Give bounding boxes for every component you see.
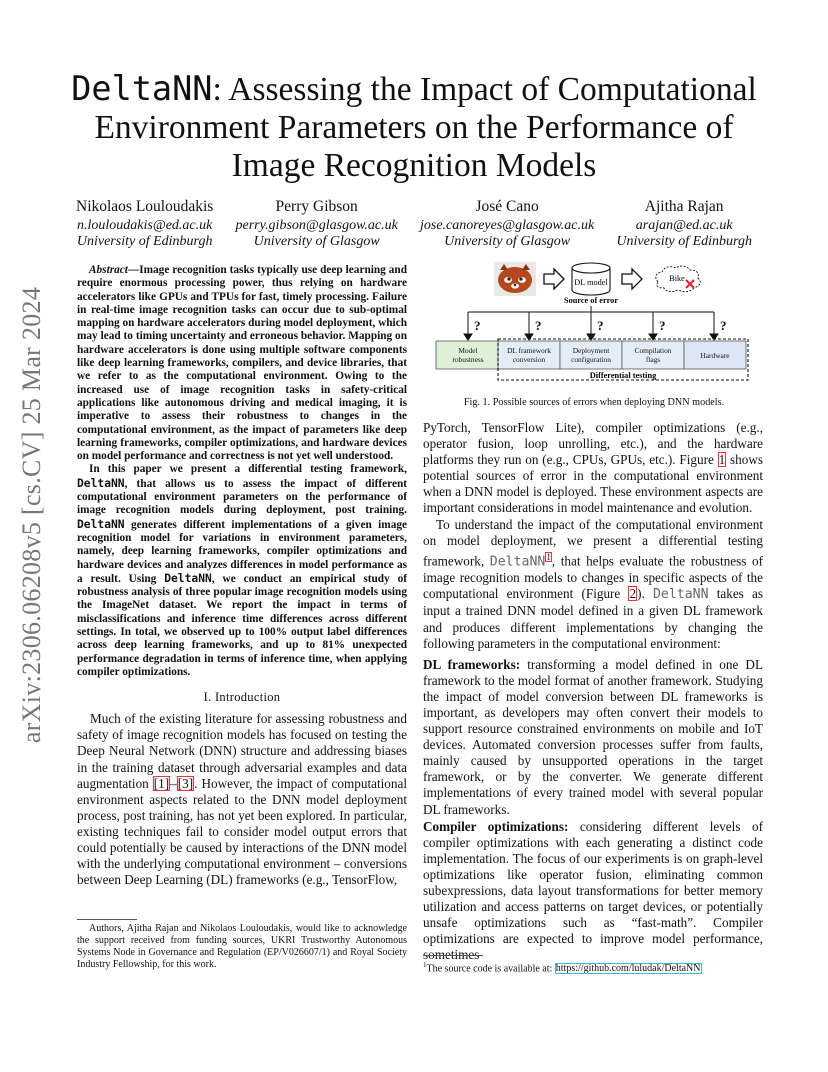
abstract-paragraph-2: In this paper we present a differential testing framework, DeltaNN, that allows us to assess the impact of different computational environment parameters on the performance of image recognition models during deployment, post training. DeltaNN generates different implementations of a given image recognition model for variations in environment parameters, namely, deep learning frameworks, compiler optimizations and hardware devices and analyzes differences in model performance as a result. Using DeltaNN, we conduct an empirical study of robustness analysis of three popular image recognition models using the ImageNet dataset. We report the impact in terms of misclassifications and inference time differences across different settings. In total, we observed up to 100% output label differences across deep learning frameworks, and up to 81% unexpected performance degradation in terms of inference time, when applying compiler optimizations.: [77, 463, 407, 678]
arrow-right-icon: [544, 269, 564, 289]
abstract-paragraph-1: —Image recognition tasks typically use deep learning and require enormous processing power, thus relying on hardware accelerators like GPUs and TPUs for fast, timely processing. Failure in real-time image recognition tasks can occur due to sub-optimal mapping on hardware accelerators during model deployment, which may lead to timing uncertainty and erroneous behavior. Mapping on hardware accelerators is done using multiple software components like deep learning frameworks, compilers, and device libraries, that we refer to as the computational environment. Owing to the increased use of image recognition tasks in safety-critical applications like autonomous driving and medical imaging, it is imperative to assess their robustness to changes in the computational environment, as the impact of parameters like deep learning frameworks, compiler optimizations, and hardware devices on model performance and correctness is not yet well understood.: [77, 264, 407, 463]
svg-text:robustness: robustness: [452, 355, 484, 364]
svg-text:conversion: conversion: [512, 355, 546, 364]
svg-text:Hardware: Hardware: [700, 351, 730, 360]
author-name: José Cano: [475, 198, 539, 215]
author-block: [236, 199, 398, 251]
svg-text:Model: Model: [458, 346, 478, 355]
left-column: [77, 264, 407, 888]
question-mark: ?: [659, 318, 666, 333]
abstract: [77, 264, 407, 679]
compiler-optimizations-paragraph: Compiler optimizations: considering different levels of compiler optimizations with each generating a distinct code implementation. The focus of our experiments is on graph-level optimizations like operator fusion, eliminating common subexpressions, data layout transformations for better memory utilization and access patterns on target devices, or potentially unsafe optimizations such as “fast-math”. Compiler optimizations are expected to improve model performance, sometimes: [423, 818, 763, 963]
author-block: [76, 199, 213, 251]
author-name: Ajitha Rajan: [644, 198, 724, 215]
bike-label: Bike: [669, 274, 685, 283]
svg-text:DL framework: DL framework: [507, 346, 551, 355]
title-tool-name: DeltaNN: [71, 69, 213, 108]
paper-title: [62, 70, 766, 185]
citation-link[interactable]: [1]: [153, 775, 170, 791]
author-email: jose.canoreyes@glasgow.ac.uk: [420, 217, 595, 233]
figure-caption: Fig. 1. Possible sources of errors when deploying DNN models.: [463, 397, 725, 408]
author-block: [420, 199, 594, 251]
red-panda-image: [494, 262, 536, 296]
right-column: [423, 420, 763, 963]
abstract-label: Abstract: [89, 264, 128, 276]
author-email: n.louloudakis@ed.ac.uk: [76, 217, 213, 233]
author-email: perry.gibson@glasgow.ac.uk: [235, 217, 398, 233]
svg-text:flags: flags: [645, 355, 661, 364]
svg-text:Compilation: Compilation: [634, 346, 672, 355]
question-mark: ?: [597, 318, 604, 333]
author-name: Nikolaos Louloudakis: [76, 198, 214, 215]
svg-text:Deployment: Deployment: [572, 346, 610, 355]
author-affiliation: University of Glasgow: [444, 234, 571, 249]
author-block: [616, 199, 752, 251]
question-mark: ?: [474, 318, 481, 333]
footnote-acknowledgment: Authors, Ajitha Rajan and Nikolaos Louloudakis, would like to acknowledge the support received from funding sources, UKRI Trustworthy Autonomous Systems Node in Governance and Regulation (EP/V026607/1) and Royal Society Industry Fellowship, for this work.: [77, 923, 407, 970]
footnote-rule: [77, 919, 137, 920]
right-paragraph-1: PyTorch, TensorFlow Lite), compiler optimizations (e.g., operator fusion, loop unrolling, etc.), and the hardware platforms they run on (e.g., CPUs, GPUs, etc.). Figure 1 shows potential sources of error in the computational environment when a DNN model is deployed. These environment aspects are important considerations in model maintenance and evolution.: [423, 420, 763, 516]
source-of-error-label: Source of error: [563, 296, 619, 305]
question-mark: ?: [720, 318, 727, 333]
prediction-cloud-icon: [656, 266, 701, 292]
author-list: [76, 199, 752, 251]
dl-frameworks-paragraph: DL frameworks: transforming a model defined in one DL framework to the model format of another framework. Studying the impact of model conversion between DL frameworks is important, as developers may often convert their models to support resource constrained environments on mobile and IoT devices. Automated conversion processes suffer from faults, mainly caused by unsupported operations in the target framework, or by the converter. We generate different implementations of every trained model with several popular DL frameworks.: [423, 656, 763, 817]
source-code-url-link[interactable]: https://github.com/luludak/DeltaNN: [555, 963, 701, 975]
right-paragraph-2: To understand the impact of the computational environment on model deployment, we present a differential testing framework, DeltaNN$^1$, that helps evaluate the robustness of image recognition models to changes in specific aspects of the computational environment (Figure 2). DeltaNN takes as input a trained DNN model defined in a given DL framework and produces different implementations by changing the following parameters in the computational environment:: [423, 516, 763, 651]
figure-reference-link[interactable]: 2: [629, 586, 637, 602]
differential-testing-label: Differential testing: [589, 371, 657, 380]
dl-model-database-icon: [572, 263, 610, 295]
figure-1: [430, 258, 760, 384]
title-text: : Assessing the Impact of Computational Environment Parameters on the Performance of Image Recognition Models: [94, 71, 757, 184]
author-name: Perry Gibson: [275, 198, 358, 215]
arrow-right-icon: [622, 269, 642, 289]
dl-model-label: DL model: [574, 278, 608, 287]
arxiv-id-text: arXiv:2306.06208v5 [cs.CV] 25 Mar 2024: [17, 286, 46, 744]
author-affiliation: University of Edinburgh: [616, 234, 752, 249]
svg-text:configuration: configuration: [571, 355, 611, 364]
author-affiliation: University of Glasgow: [253, 234, 380, 249]
section-heading-introduction: I. Introduction: [203, 690, 281, 705]
author-affiliation: University of Edinburgh: [76, 234, 213, 249]
author-email: arajan@ed.ac.uk: [635, 217, 733, 233]
citation-link[interactable]: [3]: [177, 775, 194, 791]
footnote-source-code: $^1$The source code is available at: https://github.com/luludak/DeltaNN: [423, 961, 701, 975]
intro-paragraph: Much of the existing literature for assessing robustness and safety of image recognition models has focused on testing the Deep Neural Network (DNN) structure and addressing biases in the training dataset through adversarial examples and data augmentation [1]–[3]. However, the impact of computational environment aspects related to the DNN model deployment process, post training, has not yet been explored. In particular, existing techniques fail to consider model output errors that could potentially be caused by interactions of the DNN model with the underlying computational environment – conversions between Deep Learning (DL) frameworks (e.g., TensorFlow,: [77, 711, 407, 888]
arxiv-identifier: [12, 270, 52, 760]
question-mark: ?: [535, 318, 542, 333]
footnote-rule: [423, 955, 483, 956]
footnote-reference-link[interactable]: 1: [546, 551, 551, 562]
figure-reference-link[interactable]: 1: [718, 452, 726, 468]
